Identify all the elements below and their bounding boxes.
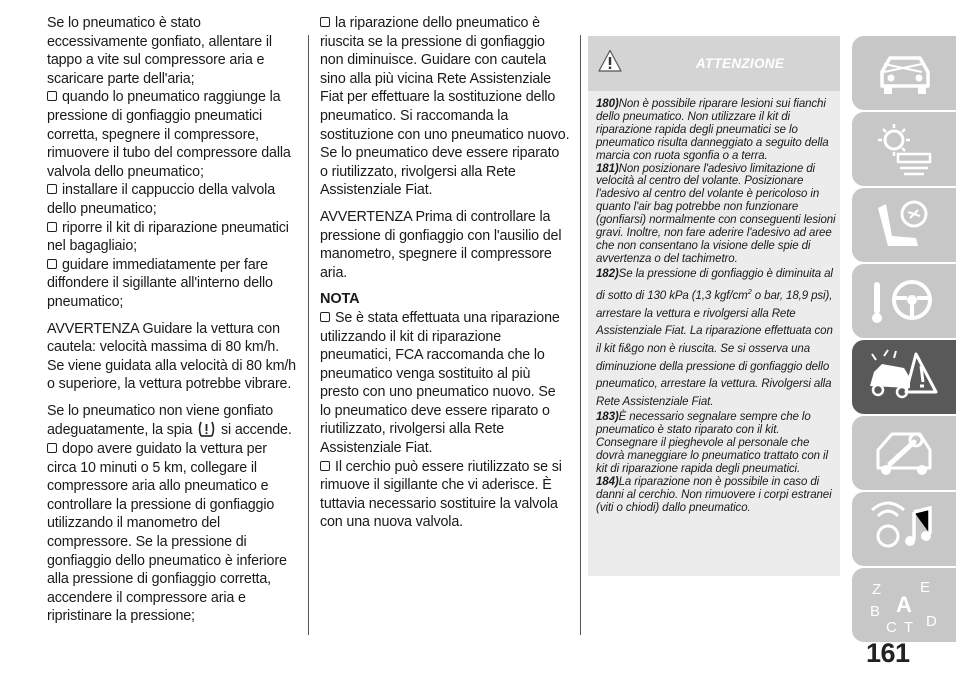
bullet-text: installare il cappuccio della valvola dello pneumatico; — [47, 182, 275, 217]
tab-index[interactable] — [852, 568, 956, 642]
attention-notes — [588, 91, 840, 515]
index-letter: A — [896, 592, 912, 617]
bullet-square-icon — [47, 184, 57, 194]
tab-dashboard[interactable] — [852, 36, 956, 110]
column-divider — [308, 35, 309, 635]
text-column-1 — [47, 14, 297, 634]
note-number: 183) — [596, 411, 619, 424]
attention-box — [588, 36, 840, 576]
attention-title: ATTENZIONE — [695, 56, 785, 71]
text-run: si accende. — [221, 422, 292, 439]
bullet-item — [320, 309, 570, 458]
column-divider — [580, 35, 581, 635]
bullet-text: riporre il kit di riparazione pneumatici nel bagagliaio; — [47, 219, 289, 255]
bullet-text: quando lo pneumatico raggiunge la pressione di gonfiaggio pneumatici corretta, spegnere il compressore, rimuovere il tubo del compressore dalla valvola dello pneumatico; — [47, 89, 291, 180]
attention-header — [588, 36, 840, 91]
bullet-item — [320, 14, 570, 200]
note-text: Non è possibile riparare lesioni sui fianchi dello pneumatico. Non utilizzare il kit di riparazione rapida degli pneumatici se lo pneumatico risulta danneggiato a seguito della marcia con ruota sgonfia o a terra. — [596, 98, 829, 162]
bullet-square-icon — [320, 312, 330, 322]
note-number: 184) — [596, 475, 619, 488]
warning-triangle-icon — [598, 49, 622, 73]
bullet-square-icon — [320, 461, 330, 471]
note-text: La riparazione non è possibile in caso di danni al cerchio. Non rimuovere i corpi estranei (viti o chiodi) dallo pneumatico. — [596, 475, 832, 514]
tab-warning-lights[interactable] — [852, 112, 956, 186]
bullet-square-icon — [47, 222, 57, 232]
paragraph-underinflated — [47, 402, 297, 626]
note-181 — [596, 163, 836, 266]
warning-lights-icon — [864, 120, 944, 178]
avvertenza-speed: AVVERTENZA Guidare la vettura con cautela: velocità massima di 80 km/h. Se viene guidata alla velocità di 80 km/h o superiore, la vettura potrebbe vibrare. — [47, 320, 296, 393]
bullet-item — [320, 458, 570, 532]
text-line: scaricare parte dell'aria; — [47, 70, 195, 87]
nota-heading: NOTA — [320, 291, 360, 308]
text-line: Se lo pneumatico è stato — [47, 15, 201, 31]
nota-section — [320, 290, 570, 532]
note-number: 181) — [596, 162, 619, 175]
tab-multimedia[interactable] — [852, 492, 956, 566]
bullet-text: guidare immediatamente per fare diffondere il sigillante all'interno dello pneumatico; — [47, 256, 273, 310]
text-column-2 — [320, 14, 570, 540]
chapter-tabs — [852, 36, 956, 644]
text-line: tappo a vite sul compressore aria e — [47, 52, 265, 69]
note-text: Se la pressione di gonfiaggio è diminuita al di sotto di 130 kPa (1,3 kgf/cm — [596, 267, 833, 303]
note-184 — [596, 476, 836, 515]
multimedia-music-icon — [864, 500, 944, 558]
car-dashboard-icon — [864, 44, 944, 102]
bullet-item — [47, 219, 297, 256]
avvertenza-manometer: AVVERTENZA Prima di controllare la pressione di gonfiaggio con l'ausilio del manometro, spegnere il compressore aria. — [320, 208, 562, 281]
bullet-square-icon — [47, 91, 57, 101]
note-number: 182) — [596, 267, 619, 280]
paragraph-overinflated — [47, 14, 297, 312]
note-182 — [596, 266, 836, 412]
superscript: 2 — [747, 287, 752, 297]
bullet-item — [47, 88, 297, 181]
bullet-item — [47, 256, 297, 312]
key-steering-wheel-icon — [864, 272, 944, 330]
note-text: È necessario segnalare sempre che lo pneumatico è stato riparato con il kit. Consegnare il pieghevole al personale che dovrà maneggiare lo pneumatico trattato con il kit di riparazione rapida degli pneumatici. — [596, 411, 828, 475]
index-letter: B — [870, 603, 881, 620]
note-180 — [596, 98, 836, 163]
bullet-text: la riparazione dello pneumatico è riuscita se la pressione di gonfiaggio non diminuisce. Guidare con cautela sino alla più vicina Rete Assistenziale Fiat per effettuare la sostituzione dello pneumatico. Si raccomanda la sostituzione con uno pneumatico nuovo. Se lo pneumatico deve essere riparato o riutilizzato, rivolgersi alla Rete Assistenziale Fiat. — [320, 15, 570, 199]
text-run: Se lo pneumatico non viene gonfiato adeguatamente, la spia — [47, 402, 274, 439]
note-number: 180) — [596, 98, 619, 110]
note-text: Non posizionare l'adesivo limitazione di velocità al centro del volante. Posizionare l'adesivo al centro del volante è pericoloso in quanto l'air bag potrebbe non funzionare (gonfiarsi) normalmente con conseguenti lesioni gravi. Inoltre, non fare aderire l'adesivo ad aree che non consentano la visione delle spie di avvertenza o del tachimetro. — [596, 162, 836, 265]
service-wrench-icon — [864, 424, 944, 482]
note-183 — [596, 411, 836, 476]
alphabetical-index-icon — [864, 576, 944, 634]
bullet-text: Il cerchio può essere riutilizzato se si rimuove il sigillante che vi aderisce. È tuttavia necessario sostituire la valvola con una nuova valvola. — [320, 458, 562, 531]
bullet-text: Se è stata effettuata una riparazione utilizzando il kit di riparazione pneumatici, FCA raccomanda che lo pneumatico venga sostituito al più presto con uno pneumatico nuovo. Se lo pneumatico deve essere riparato o riutilizzato, rivolgersi alla Rete Assistenziale Fiat. — [320, 309, 560, 457]
index-letter: E — [920, 579, 931, 596]
tab-starting-driving[interactable] — [852, 264, 956, 338]
bullet-item — [47, 181, 297, 218]
index-letter: D — [926, 613, 937, 630]
tab-maintenance[interactable] — [852, 416, 956, 490]
bullet-item — [47, 440, 297, 626]
seat-airbag-icon — [864, 196, 944, 254]
note-text: o bar, 18,9 psi), arrestare la vettura e rivolgersi alla Rete Assistenziale Fiat. La riparazione effettuata con il kit fi&go non è riuscita. Se si osserva una diminuzione della pressione di gonfiaggio dello pneumatico, arrestare la vettura. Rivolgersi alla Rete Assistenziale Fiat. — [596, 290, 833, 408]
emergency-car-icon — [864, 348, 944, 406]
bullet-square-icon — [47, 443, 57, 453]
text-line: eccessivamente gonfiato, allentare il — [47, 33, 272, 50]
page-number: 161 — [866, 638, 910, 668]
index-letter: T — [904, 619, 914, 634]
bullet-square-icon — [320, 17, 330, 27]
index-letter: C — [886, 619, 897, 634]
bullet-text: dopo avere guidato la vettura per circa 10 minuti o 5 km, collegare il compressore aria allo pneumatico e controllare la pressione di gonfiaggio utilizzando il manometro del compressore. Se la pressione di gonfiaggio dello pneumatico è inferiore alla pressione di gonfiaggio corretta, accendere il compressore aria e ripristinare la pressione; — [47, 441, 287, 625]
tab-safety[interactable] — [852, 188, 956, 262]
tab-emergency[interactable] — [852, 340, 956, 414]
tire-pressure-warning-icon — [198, 420, 215, 438]
index-letter: Z — [872, 581, 882, 598]
bullet-square-icon — [47, 259, 57, 269]
